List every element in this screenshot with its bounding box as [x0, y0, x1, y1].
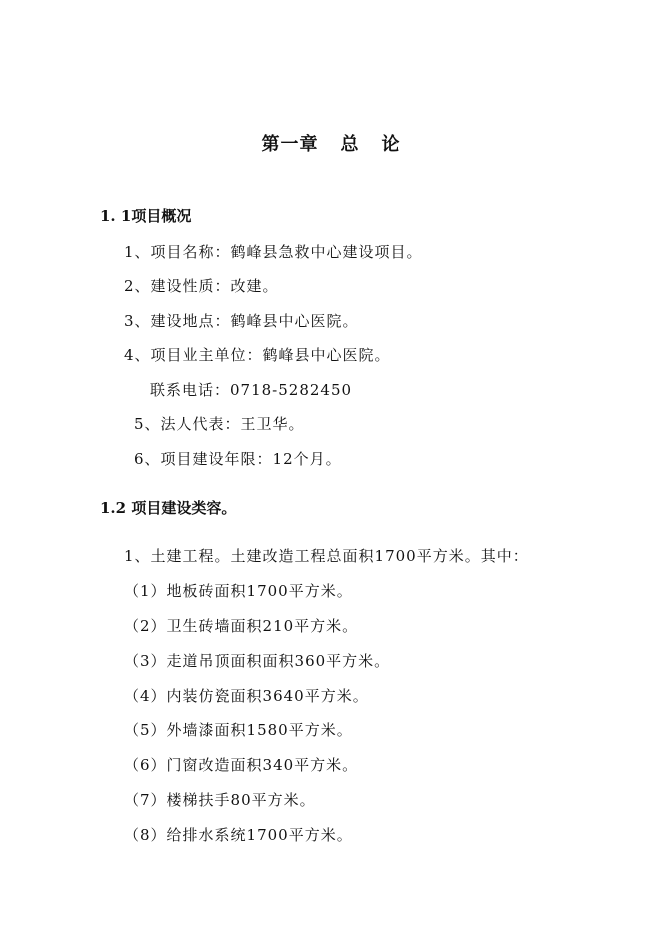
- chapter-title-part2: 论: [381, 134, 401, 155]
- section-heading-overview: 1. 1项目概况: [100, 207, 192, 225]
- construction-nature-line: 2、建设性质：改建。: [124, 277, 279, 295]
- list-item: （6）门窗改造面积340平方米。: [124, 756, 359, 774]
- project-name-line: 1、项目名称：鹤峰县急救中心建设项目。: [124, 243, 423, 261]
- list-item: （4）内装仿瓷面积3640平方米。: [124, 687, 369, 705]
- contact-phone-line: 联系电话：0718-5282450: [150, 381, 353, 399]
- list-item: （5）外墙漆面积1580平方米。: [124, 721, 353, 739]
- construction-period-line: 6、项目建设年限：12个月。: [134, 450, 342, 468]
- section-heading-content: 1.2 项目建设类容。: [100, 499, 237, 517]
- list-item: （1）地板砖面积1700平方米。: [124, 582, 353, 600]
- construction-site-line: 3、建设地点：鹤峰县中心医院。: [124, 312, 359, 330]
- list-item: （2）卫生砖墙面积210平方米。: [124, 617, 359, 635]
- chapter-title-part1: 总: [340, 134, 360, 155]
- civil-works-line: 1、土建工程。土建改造工程总面积1700平方米。其中：: [124, 547, 529, 565]
- chapter-number: 第一章: [261, 134, 319, 155]
- legal-representative-line: 5、法人代表：王卫华。: [134, 415, 305, 433]
- project-owner-line: 4、项目业主单位：鹤峰县中心医院。: [124, 346, 391, 364]
- list-item: （8）给排水系统1700平方米。: [124, 826, 353, 844]
- list-item: （7）楼梯扶手80平方米。: [124, 791, 316, 809]
- list-item: （3）走道吊顶面积面积360平方米。: [124, 652, 391, 670]
- chapter-title: [0, 130, 662, 156]
